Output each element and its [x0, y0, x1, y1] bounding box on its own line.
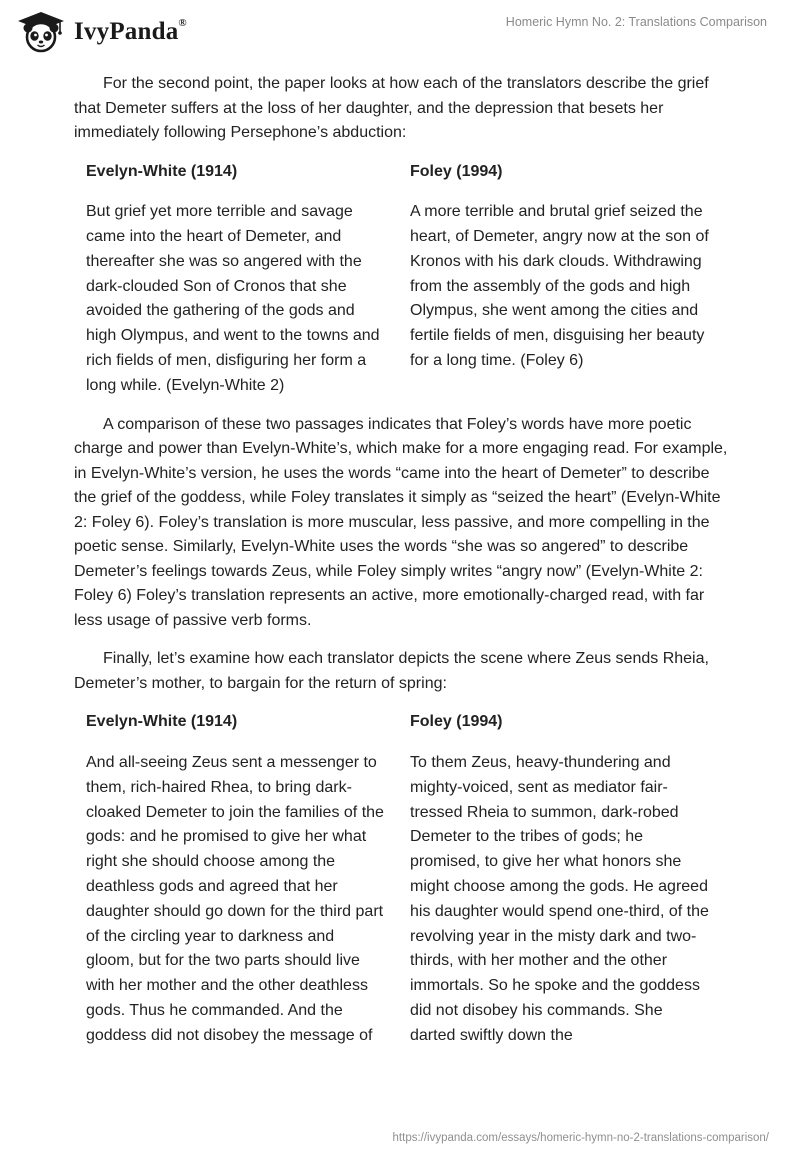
- column-passage: And all-seeing Zeus sent a messenger to them, rich-haired Rhea, to bring dark-cloaked Demeter to join the families of the gods: and he promised to give her what right she should choose among the deathless gods and agreed that her daughter should go down for the third part of the circling year to darkness and gloom, but for the two parts should live with her mother and the other deathless gods. Thus he commanded. And the goddess did not disobey the message of: [86, 753, 384, 1044]
- translation-comparison-rheia: [74, 710, 729, 1048]
- column-heading: Foley (1994): [410, 713, 503, 731]
- column-heading: Foley (1994): [410, 162, 503, 180]
- foley-column: [410, 710, 710, 1048]
- column-heading: Evelyn-White (1914): [86, 162, 238, 180]
- column-heading: Evelyn-White (1914): [86, 713, 238, 731]
- column-passage: To them Zeus, heavy-thundering and mighty-voiced, sent as mediator fair-tressed Rheia to summon, dark-robed Demeter to the tribes of gods; he promised, to give her what honors she might choose among the gods. He agreed his daughter would spend one-third, of the revolving year in the misty dark and two-thirds, with her mother and the other immortals. So he spoke and the goddess did not disobey his commands. She darted swiftly down the: [410, 753, 709, 1044]
- translation-comparison-grief: [74, 160, 729, 399]
- evelyn-white-column: [86, 160, 386, 399]
- ivypanda-logo[interactable]: [14, 10, 187, 54]
- column-passage: But grief yet more terrible and savage came into the heart of Demeter, and thereafter she was so angered with the dark-clouded Son of Cronos that she avoided the gathering of the gods and high Olympus, and went to the towns and rich fields of men, disfiguring her form a long while. (Evelyn-White 2): [86, 203, 380, 394]
- document-title: Homeric Hymn No. 2: Translations Comparison: [505, 15, 767, 29]
- paragraph-intro-rheia: Finally, let’s examine how each translator depicts the scene where Zeus sends Rheia, Demeter’s mother, to bargain for the return of spring:: [74, 650, 709, 692]
- column-passage: A more terrible and brutal grief seized the heart, of Demeter, angry now at the son of Kronos with his dark clouds. Withdrawing from the assembly of the gods and high Olympus, she went among the cities and fertile fields of men, disguising her beauty for a long time. (Foley 6): [410, 203, 709, 370]
- page-header: [0, 0, 800, 70]
- paragraph-analysis: A comparison of these two passages indicates that Foley’s words have more poetic charge and power than Evelyn-White’s, which make for a more engaging read. For example, in Evelyn-White’s version, he uses the words “came into the heart of Demeter” to describe the grief of the goddess, while Foley translates it simply as “seized the heart” (Evelyn-White 2: Foley 6). Foley’s translation is more muscular, less passive, and more compelling in the poetic sense. Similarly, Evelyn-White uses the words “she was so angered” to describe Demeter’s feelings towards Zeus, while Foley simply writes “angry now” (Evelyn-White 2: Foley 6) Foley’s translation represents an active, more emotionally-charged read, with far less usage of passive verb forms.: [74, 415, 728, 629]
- panda-graduate-icon: [14, 10, 68, 54]
- paragraph-intro-grief: For the second point, the paper looks at how each of the translators describe the grief that Demeter suffers at the loss of her daughter, and the depression that besets her immediately following Persephone’s abduction:: [74, 75, 709, 141]
- source-url[interactable]: https://ivypanda.com/essays/homeric-hymn-no-2-translations-comparison/: [392, 1132, 769, 1144]
- evelyn-white-column: [86, 710, 386, 1048]
- essay-body: [74, 72, 729, 1063]
- foley-column: [410, 160, 710, 399]
- logo-text: IvyPanda®: [74, 16, 187, 45]
